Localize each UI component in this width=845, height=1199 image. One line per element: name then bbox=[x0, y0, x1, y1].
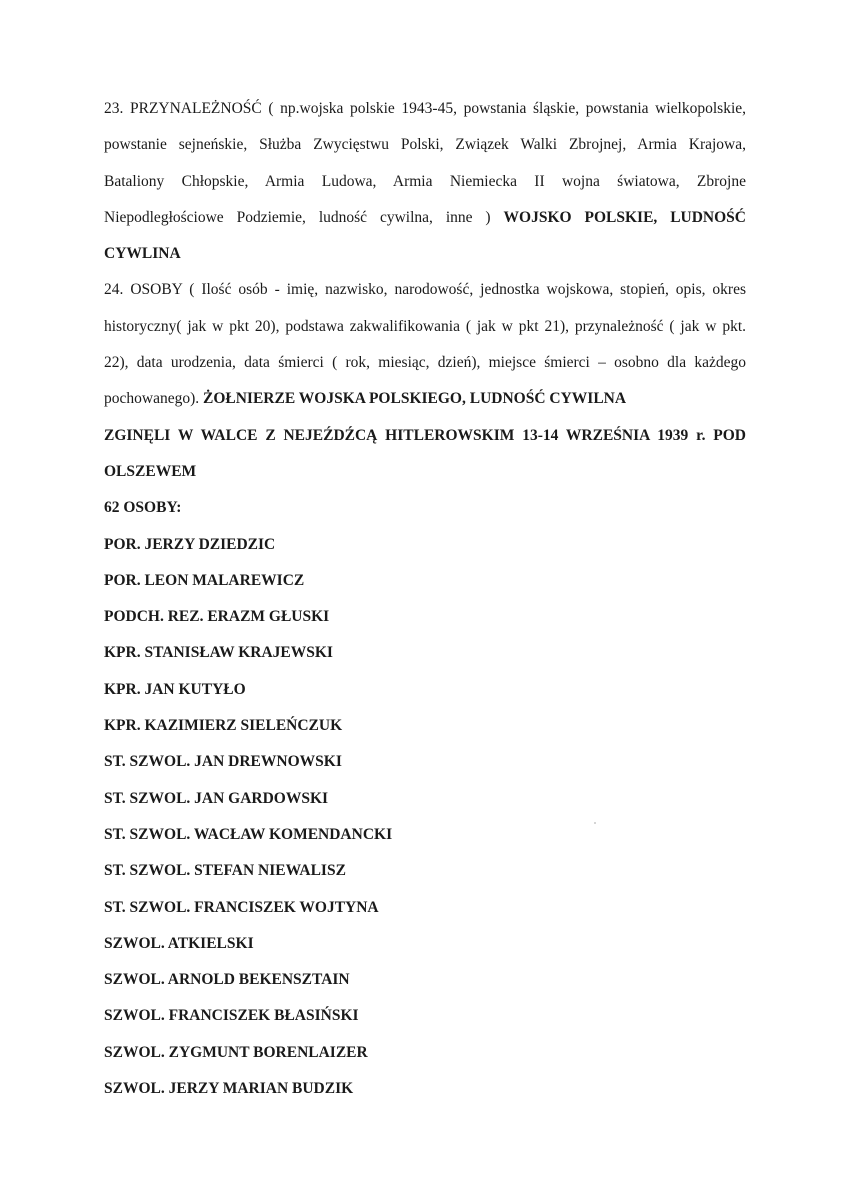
list-item: POR. LEON MALAREWICZ bbox=[104, 571, 305, 589]
list-item: SZWOL. ZYGMUNT BORENLAIZER bbox=[104, 1043, 368, 1061]
section-24-persons bbox=[104, 272, 746, 417]
section-24-answer: ŻOŁNIERZE WOJSKA POLSKIEGO, LUDNOŚĆ CYWILNA bbox=[203, 390, 627, 408]
list-item: ST. SZWOL. JAN GARDOWSKI bbox=[104, 789, 329, 807]
section-23-line-2: powstanie sejneńskie, Służba Zwycięstwu Polski, Związek Walki Zbrojnej, Armia Krajowa, bbox=[104, 136, 746, 154]
list-item: SZWOL. ATKIELSKI bbox=[104, 934, 254, 952]
section-23-answer-part-2: CYWLINA bbox=[104, 245, 181, 263]
list-item: ST. SZWOL. WACŁAW KOMENDANCKI bbox=[104, 825, 393, 843]
section-24-line-2: historyczny( jak w pkt 20), podstawa zakwalifikowania ( jak w pkt 21), przynależność ( jak w pkt. bbox=[104, 317, 746, 335]
list-item: ST. SZWOL. FRANCISZEK WOJTYNA bbox=[104, 898, 379, 916]
list-item: KPR. KAZIMIERZ SIELEŃCZUK bbox=[104, 717, 343, 735]
section-23-affiliation bbox=[104, 91, 746, 272]
list-item: SZWOL. ARNOLD BEKENSZTAIN bbox=[104, 971, 350, 989]
death-statement-line-2: OLSZEWEM bbox=[104, 462, 197, 480]
list-item: ST. SZWOL. STEFAN NIEWALISZ bbox=[104, 862, 346, 880]
list-item: KPR. JAN KUTYŁO bbox=[104, 680, 246, 698]
list-item: PODCH. REZ. ERAZM GŁUSKI bbox=[104, 608, 330, 626]
list-item: KPR. STANISŁAW KRAJEWSKI bbox=[104, 644, 333, 662]
section-24-line-3: 22), data urodzenia, data śmierci ( rok, miesiąc, dzień), miejsce śmierci – osobno dla każdego bbox=[104, 354, 746, 372]
section-24-line-4 bbox=[104, 381, 746, 417]
section-23-line-4-text: Niepodległościowe Podziemie, ludność cywilna, inne ) bbox=[104, 208, 504, 226]
list-item: SZWOL. JERZY MARIAN BUDZIK bbox=[104, 1080, 354, 1098]
list-item: ST. SZWOL. JAN DREWNOWSKI bbox=[104, 753, 342, 771]
section-24-line-1: 24. OSOBY ( Ilość osób - imię, nazwisko, narodowość, jednostka wojskowa, stopień, opis, okres bbox=[104, 281, 746, 299]
list-item: POR. JERZY DZIEDZIC bbox=[104, 535, 276, 553]
persons-count: 62 OSOBY: bbox=[104, 499, 182, 517]
document-page bbox=[104, 91, 746, 1107]
fallen-soldiers-list bbox=[104, 527, 746, 1108]
list-item: SZWOL. FRANCISZEK BŁASIŃSKI bbox=[104, 1007, 359, 1025]
section-23-line-4 bbox=[104, 200, 746, 236]
section-24-line-4-text: pochowanego). bbox=[104, 390, 203, 408]
section-23-line-1: 23. PRZYNALEŻNOŚĆ ( np.wojska polskie 1943-45, powstania śląskie, powstania wielkopolskie, bbox=[104, 100, 746, 117]
section-23-answer-part-1: WOJSKO POLSKIE, LUDNOŚĆ bbox=[503, 208, 746, 226]
death-statement bbox=[104, 418, 746, 491]
section-23-line-3: Bataliony Chłopskie, Armia Ludowa, Armia Niemiecka II wojna światowa, Zbrojne bbox=[104, 172, 746, 190]
section-23-line-5 bbox=[104, 236, 746, 272]
death-statement-line-1: ZGINĘLI W WALCE Z NEJEŹDŹCĄ HITLEROWSKIM 13-14 WRZEŚNIA 1939 r. POD bbox=[104, 426, 746, 444]
scan-speck bbox=[594, 822, 596, 824]
